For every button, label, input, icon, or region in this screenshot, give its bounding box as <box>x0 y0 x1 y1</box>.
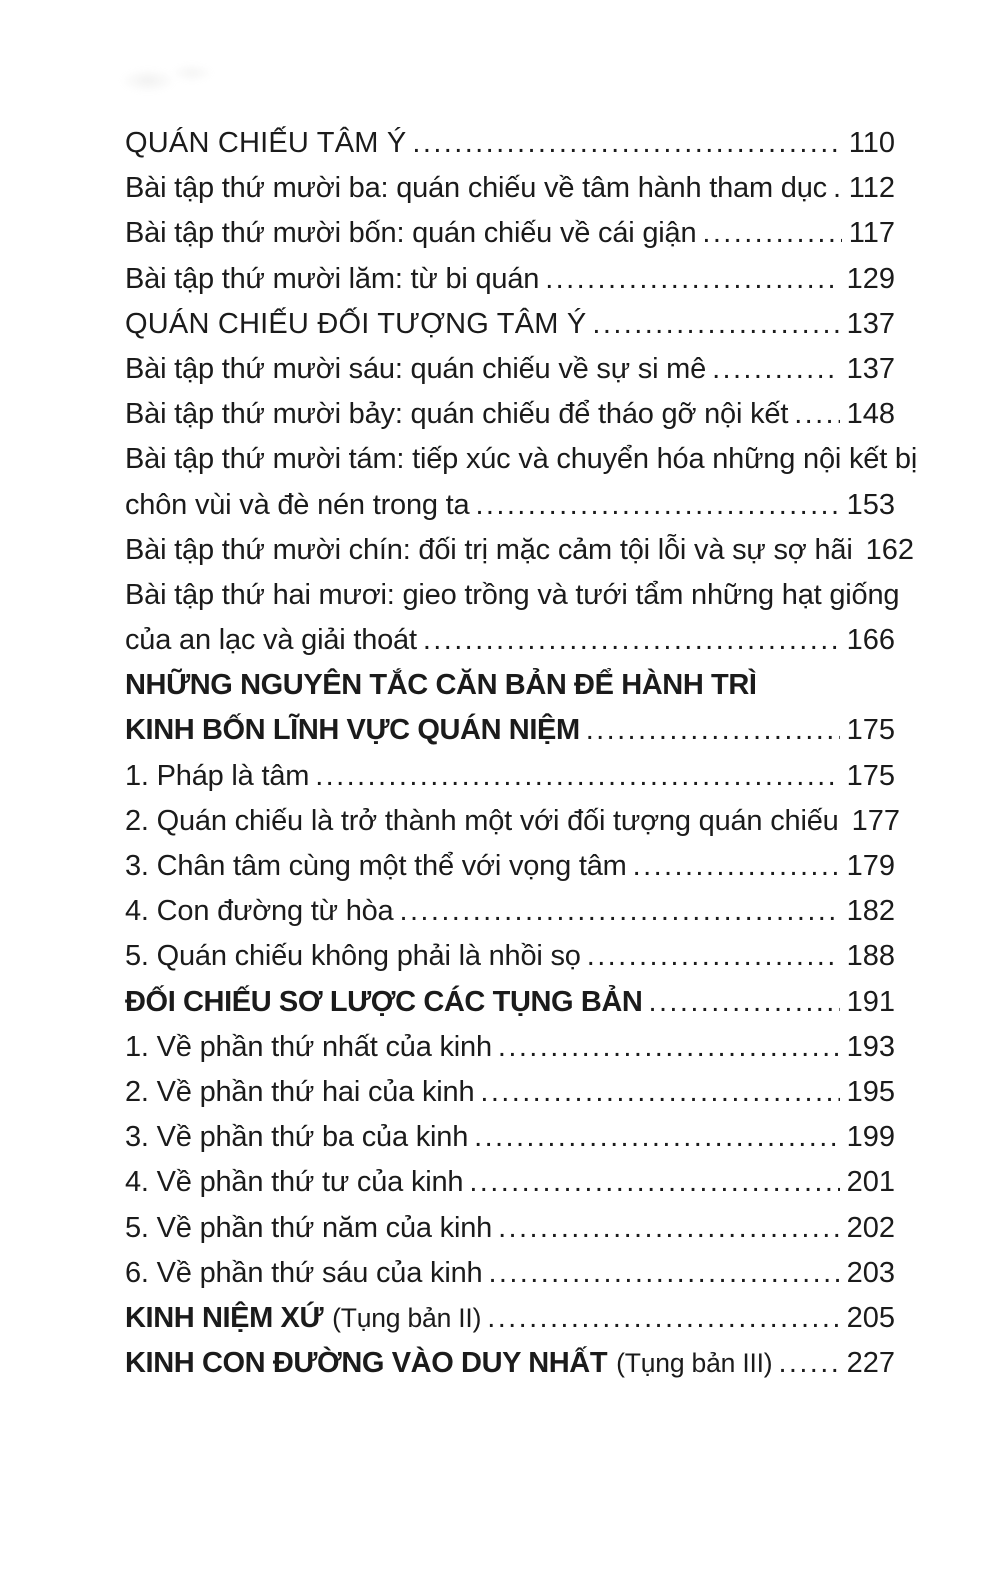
toc-entry <box>125 121 895 166</box>
dot-leader <box>412 121 841 166</box>
toc-page-number: 182 <box>846 895 895 928</box>
toc-entry <box>125 437 918 482</box>
toc-entry-label: 1. Pháp là tâm <box>125 759 310 792</box>
toc-entry-label: KINH NIỆM XỨ <box>125 1301 324 1334</box>
dot-leader <box>475 483 839 528</box>
toc-page-number: 162 <box>865 533 914 566</box>
toc-entry <box>125 889 895 934</box>
dot-leader <box>315 754 839 799</box>
toc-page-number: 175 <box>846 759 895 792</box>
dot-leader <box>633 844 840 889</box>
toc-page-number: 188 <box>846 940 895 973</box>
toc-page-number: 227 <box>846 1347 895 1380</box>
toc-page-number: 153 <box>846 488 895 521</box>
toc-entry <box>125 1296 895 1341</box>
toc-page-number: 137 <box>846 307 895 340</box>
toc-entry <box>125 1160 895 1205</box>
toc-list <box>125 121 918 1386</box>
dot-leader <box>648 980 839 1025</box>
toc-entry <box>125 1251 895 1296</box>
toc-entry <box>125 708 895 753</box>
toc-entry-label: QUÁN CHIẾU TÂM Ý <box>125 127 407 159</box>
toc-page-number: 112 <box>848 172 895 205</box>
toc-entry-label: Bài tập thứ mười bốn: quán chiếu về cái giận <box>125 217 697 250</box>
toc-page-number: 177 <box>851 804 900 837</box>
toc-entry <box>125 211 895 256</box>
toc-page-number: 148 <box>846 398 895 431</box>
toc-page-number: 201 <box>846 1166 895 1199</box>
toc-entry-suffix: (Tụng bản III) <box>616 1348 773 1379</box>
toc-page-number: 193 <box>846 1030 895 1063</box>
dot-leader <box>794 392 839 437</box>
toc-entry <box>125 934 895 979</box>
toc-page-number: 195 <box>846 1075 895 1108</box>
toc-page-number: 137 <box>846 352 895 385</box>
toc-page-number: 205 <box>846 1301 895 1334</box>
toc-entry-label: 6. Về phần thứ sáu của kinh <box>125 1256 483 1289</box>
toc-entry <box>125 1070 895 1115</box>
toc-entry <box>125 844 895 889</box>
dot-leader <box>488 1251 839 1296</box>
toc-entry <box>125 1341 895 1386</box>
toc-entry-label: QUÁN CHIẾU ĐỐI TƯỢNG TÂM Ý <box>125 307 587 340</box>
toc-page-number: 129 <box>846 262 895 295</box>
toc-entry-label: 5. Về phần thứ năm của kinh <box>125 1211 493 1244</box>
toc-page-number: 199 <box>846 1121 895 1154</box>
toc-page-number: 203 <box>846 1256 895 1289</box>
toc-page-number: 179 <box>846 850 895 882</box>
toc-entry <box>125 392 895 437</box>
toc-entry <box>125 618 895 663</box>
toc-entry-label: Bài tập thứ mười sáu: quán chiếu về sự si mê <box>125 352 707 385</box>
toc-entry-label: Bài tập thứ mười ba: quán chiếu về tâm hành tham dục <box>125 172 827 205</box>
toc-entry <box>125 347 895 392</box>
toc-entry-label: 2. Quán chiếu là trở thành một với đối tượng quán chiếu <box>125 804 839 837</box>
toc-page-number: 202 <box>846 1211 895 1244</box>
toc-entry-label: 1. Về phần thứ nhất của kinh <box>125 1030 492 1063</box>
toc-entry <box>125 663 895 708</box>
toc-entry <box>125 573 900 618</box>
dot-leader <box>833 166 842 211</box>
dot-leader <box>480 1070 839 1115</box>
toc-entry-label: 5. Quán chiếu không phải là nhồi sọ <box>125 940 581 973</box>
toc-entry <box>125 302 895 347</box>
toc-entry-label: Bài tập thứ mười chín: đối trị mặc cảm tội lỗi và sự sợ hãi <box>125 533 853 566</box>
dot-leader <box>498 1025 840 1070</box>
dot-leader <box>586 708 840 753</box>
toc-entry <box>125 799 900 844</box>
dot-leader <box>592 302 839 347</box>
toc-entry-label: 3. Chân tâm cùng một thể với vọng tâm <box>125 850 627 882</box>
toc-entry-label: KINH BỐN LĨNH VỰC QUÁN NIỆM <box>125 714 580 747</box>
dot-leader <box>545 257 839 302</box>
toc-entry-label: KINH CON ĐƯỜNG VÀO DUY NHẤT <box>125 1347 608 1380</box>
dot-leader <box>587 934 840 979</box>
toc-entry <box>125 1025 895 1070</box>
dot-leader <box>498 1206 840 1251</box>
dot-leader <box>469 1160 839 1205</box>
toc-entry-label: ĐỐI CHIẾU SƠ LƯỢC CÁC TỤNG BẢN <box>125 985 643 1018</box>
toc-page-number: 110 <box>848 127 895 159</box>
toc-entry <box>125 980 895 1025</box>
toc-entry-label: NHỮNG NGUYÊN TẮC CĂN BẢN ĐỂ HÀNH TRÌ <box>125 669 757 702</box>
toc-entry <box>125 166 895 211</box>
dot-leader <box>712 347 840 392</box>
toc-entry-label: của an lạc và giải thoát <box>125 624 417 657</box>
toc-entry <box>125 1115 895 1160</box>
toc-entry <box>125 483 895 528</box>
toc-entry-label: 4. Về phần thứ tư của kinh <box>125 1166 464 1199</box>
dot-leader <box>487 1296 839 1341</box>
toc-entry <box>125 1206 895 1251</box>
toc-page-number: 191 <box>846 985 895 1018</box>
toc-entry-label: 3. Về phần thứ ba của kinh <box>125 1121 469 1154</box>
toc-entry-suffix: (Tụng bản II) <box>332 1302 482 1333</box>
dot-leader <box>778 1341 839 1386</box>
toc-page-number: 117 <box>848 217 895 250</box>
dot-leader <box>702 211 841 256</box>
toc-entry-label: 4. Con đường từ hòa <box>125 895 394 928</box>
toc-page-number: 175 <box>846 714 895 747</box>
toc-entry-label: Bài tập thứ mười bảy: quán chiếu để tháo gỡ nội kết <box>125 398 789 431</box>
dot-leader <box>423 618 840 663</box>
toc-entry-label: 2. Về phần thứ hai của kinh <box>125 1075 475 1108</box>
toc-entry-label: Bài tập thứ mười tám: tiếp xúc và chuyển hóa những nội kết bị <box>125 443 918 476</box>
dot-leader <box>474 1115 839 1160</box>
dot-leader <box>400 889 840 934</box>
toc-entry-label: Bài tập thứ mười lăm: từ bi quán <box>125 262 540 295</box>
scan-smudge-artifact <box>115 52 225 104</box>
toc-entry <box>125 257 895 302</box>
toc-entry <box>125 528 914 573</box>
toc-entry-label: chôn vùi và đè nén trong ta <box>125 488 470 521</box>
toc-entry-label: Bài tập thứ hai mươi: gieo trồng và tưới tẩm những hạt giống <box>125 578 900 611</box>
toc-entry <box>125 754 895 799</box>
toc-page-number: 166 <box>846 624 895 657</box>
